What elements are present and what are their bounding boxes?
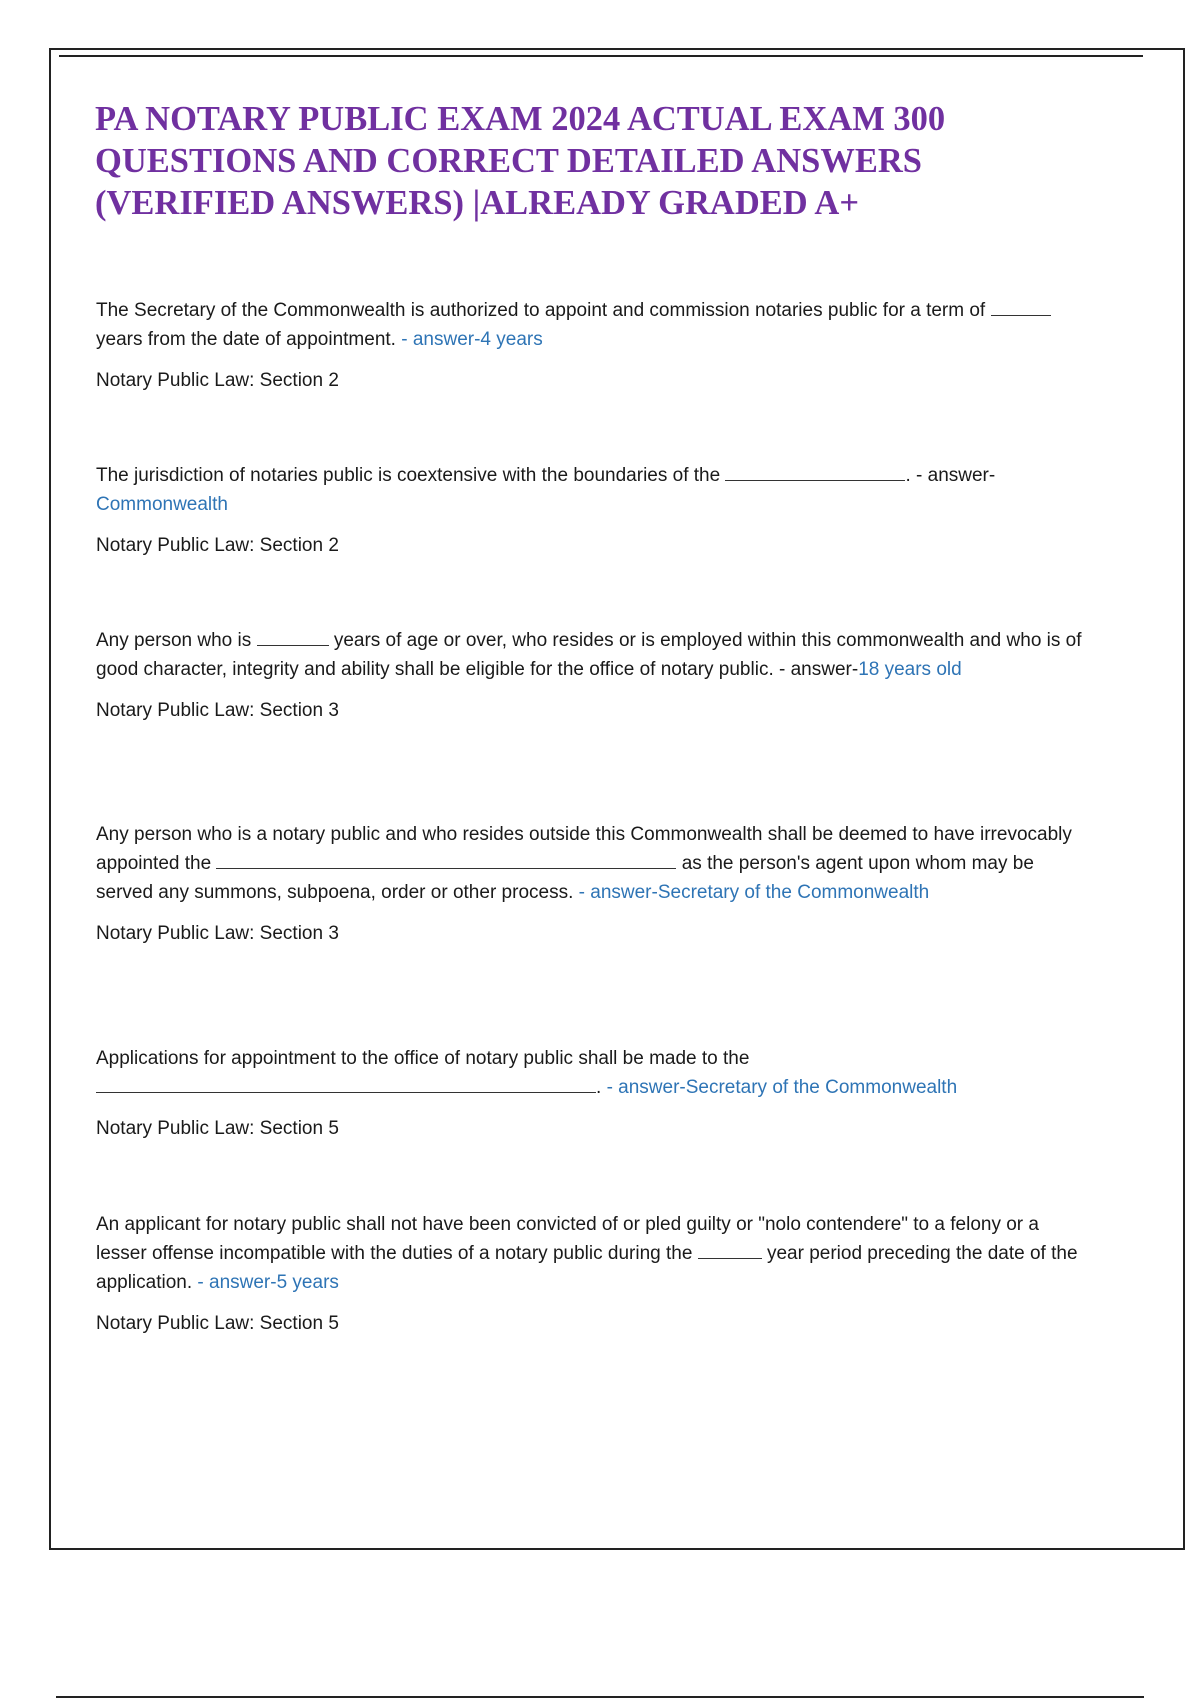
law-reference: Notary Public Law: Section 2: [96, 535, 339, 556]
answer-blank: [257, 626, 329, 646]
answer-text: - answer-4 years: [401, 329, 543, 350]
qa-item: [96, 626, 1088, 724]
qa-item: [96, 1210, 1088, 1337]
answer-text: - answer-5 years: [197, 1272, 339, 1293]
question-text: Applications for appointment to the office of notary public shall be made to the . - answer-Secretary of the Commonwealth: [96, 1048, 958, 1098]
qa-item: [96, 461, 1088, 559]
footer-rule: [56, 1696, 1144, 1698]
answer-blank: [991, 296, 1051, 316]
question-text: An applicant for notary public shall not have been convicted of or pled guilty or "nolo contendere" to a felony or a lesser offense incompatible with the duties of a notary public during the year period preceding the date of the application. - answer-5 years: [96, 1214, 1078, 1293]
qa-item: [96, 820, 1088, 947]
document-title: PA NOTARY PUBLIC EXAM 2024 ACTUAL EXAM 300 QUESTIONS AND CORRECT DETAILED ANSWERS (VERIFIED ANSWERS) |ALREADY GRADED A+: [95, 100, 946, 222]
header-rule: [59, 55, 1143, 57]
question-text: The Secretary of the Commonwealth is authorized to appoint and commission notaries public for a term of years from the date of appointment. - answer-4 years: [96, 296, 1088, 354]
answer-blank: [96, 1073, 596, 1093]
question-text: Any person who is years of age or over, who resides or is employed within this commonwealth and who is of good character, integrity and ability shall be eligible for the office of notary public. - answer-18 years old: [96, 626, 1088, 684]
question-text: Any person who is a notary public and who resides outside this Commonwealth shall be deemed to have irrevocably appointed the as the person's agent upon whom may be served any summons, subpoena, order or other process. - answer-Secretary of the Commonwealth: [96, 824, 1072, 903]
answer-text: 18 years old: [858, 659, 962, 680]
qa-item: [96, 1044, 1088, 1142]
law-reference: Notary Public Law: Section 3: [96, 700, 339, 721]
answer-blank: [216, 849, 676, 869]
qa-item: [96, 296, 1088, 394]
answer-blank: [725, 461, 905, 481]
law-reference: Notary Public Law: Section 5: [96, 1313, 339, 1334]
question-text: The jurisdiction of notaries public is coextensive with the boundaries of the . - answer-Commonwealth: [96, 461, 1088, 519]
answer-text: - answer-Secretary of the Commonwealth: [606, 1077, 958, 1098]
law-reference: Notary Public Law: Section 2: [96, 370, 339, 391]
answer-blank: [698, 1239, 762, 1259]
answer-text: - answer-Secretary of the Commonwealth: [578, 882, 930, 903]
answer-text: Commonwealth: [96, 494, 228, 515]
law-reference: Notary Public Law: Section 5: [96, 1118, 339, 1139]
law-reference: Notary Public Law: Section 3: [96, 923, 339, 944]
